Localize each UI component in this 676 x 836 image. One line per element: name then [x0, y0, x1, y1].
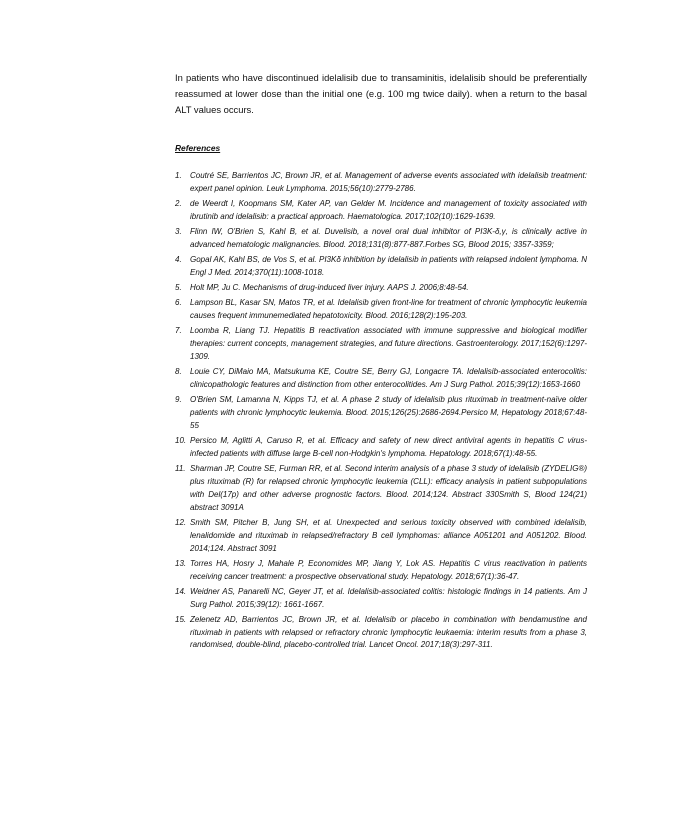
- reference-item: [175, 366, 587, 392]
- reference-item: [175, 282, 587, 295]
- reference-text: Weidner AS, Panarelli NC, Geyer JT, et al. Idelalisib-associated colitis: histologic findings in 14 patients. Am J Surg Pathol. 2015;39(12): 1661-1667.: [190, 586, 587, 609]
- reference-text: Sharman JP, Coutre SE, Furman RR, et al. Second interim analysis of a phase 3 study of idelalisib (ZYDELIG®) plus rituximab (R) for relapsed chronic lymphocytic leukemia (CLL): efficacy analysis in patient subpopulations with Del(17p) and other adverse prognostic factors. Blood. 2014;124. Abstract 330Smith S, Blood 124(21) abstract 3091A: [190, 463, 587, 512]
- reference-number: 10.: [175, 435, 187, 445]
- reference-item: [175, 325, 587, 364]
- reference-number: 13.: [175, 558, 187, 568]
- reference-item: [175, 586, 587, 612]
- reference-number: 5.: [175, 283, 182, 292]
- reference-number: 3.: [175, 227, 182, 236]
- reference-text: Loomba R, Liang TJ. Hepatitis B reactivation associated with immune suppressive and biological modifier therapies: current concepts, management strategies, and future directions. Gastroenterology. 2017;152(6):1297-1309.: [190, 326, 587, 361]
- reference-item: [175, 198, 587, 224]
- reference-text: Louie CY, DiMaio MA, Matsukuma KE, Coutre SE, Berry GJ, Longacre TA. Idelalisib-associated enterocolitis: clinicopathologic features and distinction from other enterocolitides. Am J Surg Pathol. 2015;39(12):1653-1660: [190, 367, 587, 389]
- reference-number: 12.: [175, 517, 187, 527]
- reference-item: [175, 435, 587, 461]
- reference-number: 8.: [175, 367, 182, 376]
- reference-text: Persico M, Aglitti A, Caruso R, et al. Efficacy and safety of new direct antiviral agents in hepatitis C virus-infected patients with diffuse large B-cell non-Hodgkin's lymphoma. Hepatology. 2018;67(1):48-55.: [190, 435, 587, 458]
- reference-text: Flinn IW, O'Brien S, Kahl B, et al. Duvelisib, a novel oral dual inhibitor of PI3K-δ,γ, is clinically active in advanced hematologic malignancies. Blood. 2018;131(8):877-887.Forbes SG, Blood 2015; 3357-3359;: [190, 227, 587, 249]
- reference-number: 2.: [175, 199, 182, 208]
- reference-text: Lampson BL, Kasar SN, Matos TR, et al. Idelalisib given front-line for treatment of chronic lymphocytic leukemia causes frequent immunemediated hepatotoxicity. Blood. 2016;128(2):195-203.: [190, 298, 587, 320]
- reference-text: O'Brien SM, Lamanna N, Kipps TJ, et al. A phase 2 study of idelalisib plus rituximab in treatment-naïve older patients with chronic lymphocytic leukemia. Blood. 2015;126(25):2686-2694.Persico M, Hepatology 2018;67:48-55: [190, 395, 587, 430]
- reference-text: Torres HA, Hosry J, Mahale P, Economides MP, Jiang Y, Lok AS. Hepatitis C virus reactivation in patients receiving cancer treatment: a prospective observational study. Hepatology. 2018;67(1):36-47.: [190, 558, 587, 581]
- reference-number: 15.: [175, 614, 187, 624]
- intro-paragraph: In patients who have discontinued idelalisib due to transaminitis, idelalisib should be preferentially reassumed at lower dose than the initial one (e.g. 100 mg twice daily). when a return to the basal ALT values occurs.: [175, 72, 587, 115]
- reference-item: [175, 254, 587, 280]
- page-content: [175, 70, 587, 655]
- reference-number: 9.: [175, 395, 182, 404]
- reference-text: Smith SM, Pitcher B, Jung SH, et al. Unexpected and serious toxicity observed with combined idelalisib, lenalidomide and rituximab in relapsed/refractory B cell lymphomas: alliance A051201 and A051202. Blood. 2014;124. Abstract 3091: [190, 517, 587, 553]
- reference-item: [175, 517, 587, 556]
- reference-number: 6.: [175, 298, 182, 308]
- reference-number: 14.: [175, 586, 187, 596]
- references-list: [175, 170, 587, 652]
- reference-item: [175, 558, 587, 584]
- reference-text: Coutré SE, Barrientos JC, Brown JR, et al. Management of adverse events associated with idelalisib treatment: expert panel opinion. Leuk Lymphoma. 2015;56(10):2779-2786.: [190, 171, 587, 193]
- reference-number: 7.: [175, 326, 182, 336]
- reference-item: [175, 463, 587, 515]
- references-heading: References: [175, 143, 221, 153]
- reference-number: 1.: [175, 171, 182, 180]
- reference-text: Gopal AK, Kahl BS, de Vos S, et al. PI3Kδ inhibition by idelalisib in patients with relapsed indolent lymphoma. N Engl J Med. 2014;370(11):1008-1018.: [190, 255, 587, 277]
- reference-item: [175, 394, 587, 433]
- reference-item: [175, 614, 587, 653]
- reference-item: [175, 226, 587, 252]
- reference-item: [175, 297, 587, 323]
- reference-item: [175, 170, 587, 196]
- reference-text: Zelenetz AD, Barrientos JC, Brown JR, et al. Idelalisib or placebo in combination with bendamustine and rituximab in patients with relapsed or refractory chronic lymphocytic leukaemia: interim results from a phase 3, randomised, double-blind, placebo-controlled trial. Lancet Oncol. 2017;18(3):297-311.: [190, 614, 587, 650]
- reference-text: de Weerdt I, Koopmans SM, Kater AP, van Gelder M. Incidence and management of toxicity associated with ibrutinib and idelalisib: a practical approach. Haematologica. 2017;102(10):1629-1639.: [190, 199, 587, 221]
- reference-number: 11.: [175, 463, 186, 473]
- reference-text: Holt MP, Ju C. Mechanisms of drug-induced liver injury. AAPS J. 2006;8:48-54.: [190, 283, 469, 292]
- reference-number: 4.: [175, 255, 182, 264]
